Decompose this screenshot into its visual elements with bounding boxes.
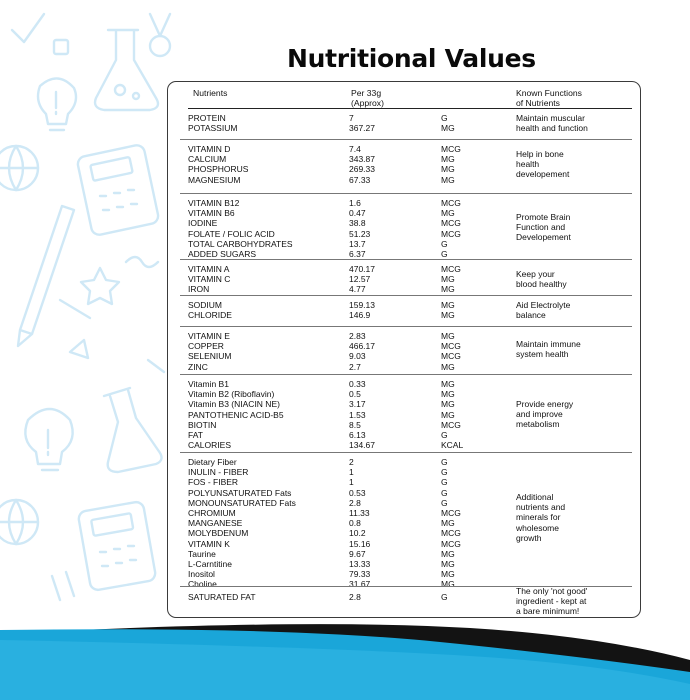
- nutrient-amount: 1: [349, 477, 354, 488]
- nutrient-name: VITAMIN B6: [188, 208, 235, 219]
- nutrient-amount: 7: [349, 113, 354, 123]
- nutrient-unit: MG: [441, 569, 455, 580]
- nutrient-amount: 12.57: [349, 274, 371, 285]
- nutrient-unit: MG: [441, 164, 455, 175]
- nutrient-amount: 0.8: [349, 518, 361, 529]
- nutrient-amount: 2.7: [349, 361, 361, 372]
- nutrient-name: MANGANESE: [188, 518, 243, 529]
- nutrient-unit: MCG: [441, 351, 461, 362]
- nutrient-name: Vitamin B3 (NIACIN NE): [188, 399, 280, 410]
- nutrient-name: IODINE: [188, 218, 218, 229]
- nutrient-amount: 6.37: [349, 249, 366, 259]
- nutrient-amount: 2.8: [349, 497, 361, 508]
- nutrient-unit: MG: [441, 300, 455, 310]
- nutrient-name: SATURATED FAT: [188, 592, 256, 602]
- nutrient-unit: MCG: [441, 144, 461, 154]
- nutrient-amount: 4.77: [349, 284, 366, 295]
- nutrient-name: SELENIUM: [188, 351, 232, 362]
- nutrient-amount: 2.83: [349, 331, 366, 341]
- nutrient-unit: G: [441, 113, 448, 123]
- nutrient-unit: G: [441, 238, 448, 249]
- nutrient-function: Maintain immune system health: [516, 339, 581, 360]
- nutrient-name: VITAMIN K: [188, 538, 230, 549]
- nutrient-unit: MG: [441, 379, 455, 389]
- nutrient-name: IRON: [188, 284, 210, 295]
- nutrient-name: FOS - FIBER: [188, 477, 239, 488]
- nutrient-unit: MG: [441, 208, 455, 219]
- nutrient-amount: 9.67: [349, 548, 366, 559]
- nutrient-amount: 134.67: [349, 440, 375, 451]
- nutrient-unit: KCAL: [441, 440, 464, 451]
- nutrient-unit: MG: [441, 174, 455, 185]
- nutrient-amount: 8.5: [349, 419, 361, 430]
- nutrient-amount: 0.47: [349, 208, 366, 219]
- nutrient-unit: MG: [441, 274, 455, 285]
- nutrient-amount: 1.6: [349, 198, 361, 208]
- nutrient-name: SODIUM: [188, 300, 222, 310]
- nutrient-unit: G: [441, 430, 448, 440]
- nutrient-name: CALORIES: [188, 440, 231, 451]
- nutrient-amount: 51.23: [349, 228, 371, 239]
- nutrient-name: POLYUNSATURATED Fats: [188, 487, 292, 498]
- nutrient-amount: 79.33: [349, 569, 371, 580]
- nutrient-amount: 9.03: [349, 351, 366, 362]
- nutrient-unit: MG: [441, 154, 455, 165]
- nutrient-amount: 13.7: [349, 238, 366, 249]
- nutrient-function: Aid Electrolyte balance: [516, 300, 571, 321]
- nutrient-unit: MCG: [441, 419, 461, 430]
- nutrient-function: Additional nutrients and minerals for wholesome growth: [516, 492, 566, 543]
- nutrient-name: L-Carntitine: [188, 559, 232, 569]
- nutrient-name: VITAMIN C: [188, 274, 231, 285]
- nutrient-name: FAT: [188, 430, 203, 440]
- nutrient-name: Taurine: [188, 548, 216, 559]
- nutrient-name: COPPER: [188, 341, 224, 352]
- nutrient-amount: 3.17: [349, 399, 366, 410]
- nutrient-unit: MG: [441, 331, 455, 341]
- nutrient-function: Maintain muscular health and function: [516, 113, 588, 134]
- nutrient-name: INULIN - FIBER: [188, 467, 249, 478]
- nutrient-unit: G: [441, 592, 448, 602]
- nutrient-unit: G: [441, 467, 448, 478]
- nutrient-amount: 466.17: [349, 341, 375, 352]
- nutrient-unit: MCG: [441, 528, 461, 539]
- nutrient-unit: MG: [441, 389, 455, 400]
- nutrient-unit: MCG: [441, 218, 461, 229]
- nutrient-name: ZINC: [188, 361, 208, 372]
- nutrient-unit: G: [441, 487, 448, 498]
- nutrient-name: VITAMIN B12: [188, 198, 240, 208]
- nutrient-unit: G: [441, 497, 448, 508]
- nutrient-name: MOLYBDENUM: [188, 528, 249, 539]
- nutrient-name: PROTEIN: [188, 113, 226, 123]
- nutrient-unit: MG: [441, 579, 455, 590]
- nutrient-amount: 11.33: [349, 508, 370, 518]
- nutrient-name: MAGNESIUM: [188, 174, 241, 185]
- nutrient-name: VITAMIN D: [188, 144, 231, 154]
- nutrient-amount: 13.33: [349, 559, 371, 569]
- header-functions: Known Functions of Nutrients: [516, 88, 582, 108]
- nutrient-name: VITAMIN E: [188, 331, 230, 341]
- nutrient-amount: 0.53: [349, 487, 366, 498]
- nutrient-function: Promote Brain Function and Developement: [516, 212, 571, 243]
- nutrient-unit: MG: [441, 548, 455, 559]
- nutrient-name: Dietary Fiber: [188, 457, 237, 467]
- nutrient-function: Help in bone health developement: [516, 149, 570, 180]
- nutrient-amount: 6.13: [349, 430, 366, 440]
- nutrient-amount: 31.67: [349, 579, 371, 590]
- nutrient-amount: 67.33: [349, 174, 371, 185]
- nutrient-unit: G: [441, 457, 448, 467]
- nutrient-unit: MG: [441, 123, 455, 134]
- nutrient-amount: 2.8: [349, 592, 361, 602]
- nutrient-unit: MG: [441, 310, 455, 321]
- nutrient-unit: MG: [441, 518, 455, 529]
- nutrient-unit: MG: [441, 409, 455, 420]
- nutrient-unit: MCG: [441, 228, 461, 239]
- nutrient-unit: MG: [441, 361, 455, 372]
- nutrient-name: Inositol: [188, 569, 215, 580]
- nutrient-unit: MG: [441, 284, 455, 295]
- nutrient-function: The only 'not good' ingredient - kept at a bare minimum!: [516, 586, 588, 617]
- nutrient-name: Choline: [188, 579, 217, 590]
- nutrient-amount: 2: [349, 457, 354, 467]
- header-per-serving: Per 33g (Approx): [351, 88, 384, 108]
- nutrient-unit: MCG: [441, 538, 461, 549]
- nutrient-amount: 7.4: [349, 144, 361, 154]
- nutrient-name: PANTOTHENIC ACID-B5: [188, 409, 284, 420]
- nutrient-name: Vitamin B2 (Riboflavin): [188, 389, 275, 400]
- nutrient-amount: 0.33: [349, 379, 366, 389]
- nutrient-name: BIOTIN: [188, 419, 217, 430]
- nutrient-amount: 146.9: [349, 310, 371, 321]
- nutrient-unit: MCG: [441, 508, 461, 518]
- nutrient-function: Keep your blood healthy: [516, 269, 567, 290]
- nutrient-name: FOLATE / FOLIC ACID: [188, 228, 275, 239]
- nutrient-name: Vitamin B1: [188, 379, 229, 389]
- nutrient-amount: 1.53: [349, 409, 366, 420]
- nutrient-name: POTASSIUM: [188, 123, 238, 134]
- nutrient-name: CHLORIDE: [188, 310, 232, 321]
- nutrient-amount: 38.8: [349, 218, 366, 229]
- nutrient-amount: 1: [349, 467, 354, 478]
- nutrient-unit: MCG: [441, 341, 461, 352]
- nutrient-amount: 343.87: [349, 154, 375, 165]
- nutrient-name: MONOUNSATURATED Fats: [188, 497, 296, 508]
- nutrient-unit: MG: [441, 399, 455, 410]
- nutrient-unit: MG: [441, 559, 455, 569]
- nutrient-amount: 159.13: [349, 300, 375, 310]
- nutrient-amount: 367.27: [349, 123, 375, 134]
- nutrient-name: CALCIUM: [188, 154, 227, 165]
- header-nutrients: Nutrients: [193, 88, 228, 98]
- nutrient-amount: 0.5: [349, 389, 361, 400]
- nutrient-name: CHROMIUM: [188, 508, 236, 518]
- nutrient-amount: 15.16: [349, 538, 371, 549]
- nutrient-name: ADDED SUGARS: [188, 249, 257, 259]
- page-title: Nutritional Values: [287, 44, 536, 73]
- nutrient-function: Provide energy and improve metabolism: [516, 399, 574, 430]
- nutrient-amount: 470.17: [349, 264, 375, 274]
- nutrient-name: VITAMIN A: [188, 264, 230, 274]
- nutrient-unit: MCG: [441, 264, 461, 274]
- nutrient-name: TOTAL CARBOHYDRATES: [188, 238, 293, 249]
- nutrient-unit: G: [441, 477, 448, 488]
- nutrient-amount: 10.2: [349, 528, 366, 539]
- nutrient-unit: G: [441, 249, 448, 259]
- nutrient-name: PHOSPHORUS: [188, 164, 249, 175]
- nutrient-unit: MCG: [441, 198, 461, 208]
- nutrient-amount: 269.33: [349, 164, 375, 175]
